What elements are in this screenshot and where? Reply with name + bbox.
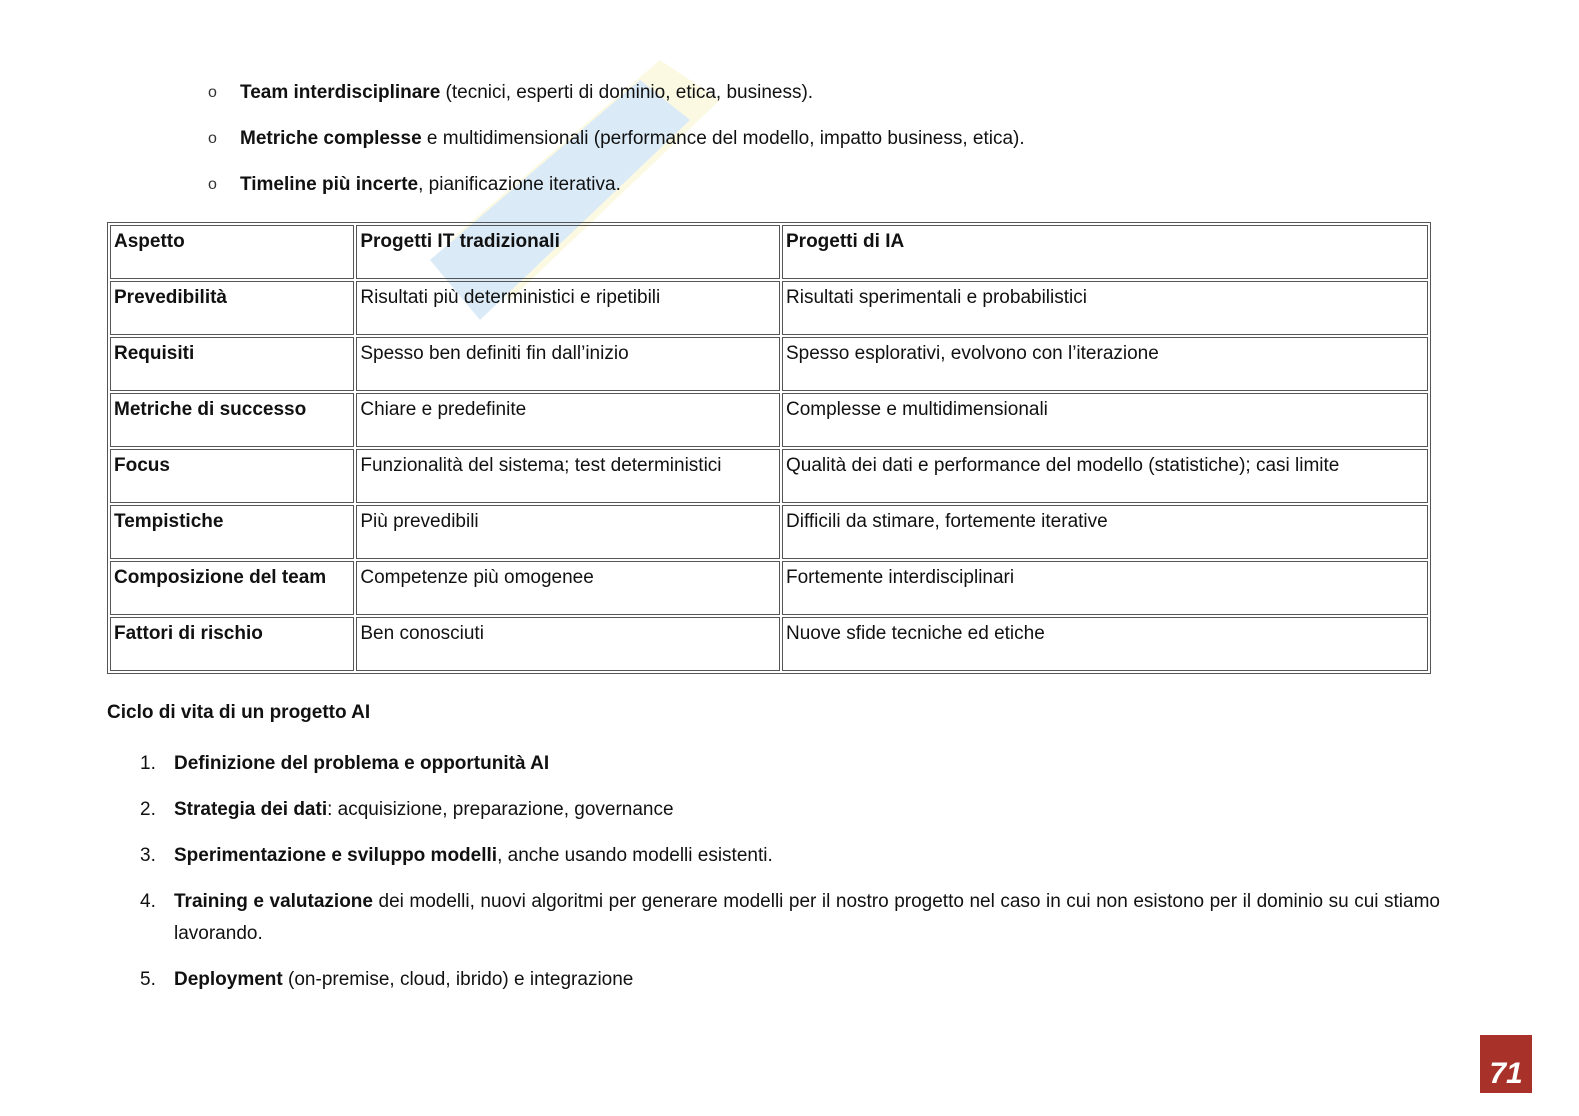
step-text: , anche usando modelli esistenti.: [497, 845, 773, 866]
bullet-item: [208, 126, 1458, 172]
step-number: 3.: [140, 845, 156, 866]
table-row: [110, 617, 1428, 671]
table-cell: Competenze più omogenee: [356, 561, 780, 615]
table-header-row: [110, 225, 1428, 279]
table-cell: Difficili da stimare, fortemente iterative: [782, 505, 1428, 559]
step-bold: Deployment: [174, 969, 283, 990]
step-bold: Sperimentazione e sviluppo modelli: [174, 845, 498, 866]
table-cell: Risultati più deterministici e ripetibili: [356, 281, 780, 335]
bullet-marker: o: [208, 176, 217, 193]
table-cell: Fortemente interdisciplinari: [782, 561, 1428, 615]
bullet-text: (tecnici, esperti di dominio, etica, business).: [440, 82, 814, 103]
table-cell: Qualità dei dati e performance del modello (statistiche); casi limite: [782, 449, 1428, 503]
bullet-marker: o: [208, 84, 217, 101]
list-item: [140, 964, 1440, 996]
step-text: (on-premise, cloud, ibrido) e integrazione: [282, 969, 634, 990]
lifecycle-steps-list: [140, 748, 1440, 1010]
header-cell: Progetti IT tradizionali: [356, 225, 780, 279]
row-label-cell: Requisiti: [110, 337, 354, 391]
table-cell: Spesso ben definiti fin dall’inizio: [356, 337, 780, 391]
header-cell: Progetti di IA: [782, 225, 1428, 279]
table-row: [110, 561, 1428, 615]
table-cell: Più prevedibili: [356, 505, 780, 559]
table-row: [110, 281, 1428, 335]
step-number: 1.: [140, 753, 156, 774]
table-cell: Ben conosciuti: [356, 617, 780, 671]
header-cell: Aspetto: [110, 225, 354, 279]
table-row: [110, 449, 1428, 503]
bullet-bold: Team interdisciplinare: [240, 82, 441, 103]
table-cell: Nuove sfide tecniche ed etiche: [782, 617, 1428, 671]
row-label-cell: Composizione del team: [110, 561, 354, 615]
table-cell: Complesse e multidimensionali: [782, 393, 1428, 447]
list-item: [140, 748, 1440, 780]
row-label-cell: Fattori di rischio: [110, 617, 354, 671]
bullet-text: e multidimensionali (performance del modello, impatto business, etica).: [421, 128, 1025, 149]
step-text: dei modelli, nuovi algoritmi per generare modelli per il nostro progetto nel caso in cui non esistono per il dominio su cui stiamo lavorando.: [174, 891, 1440, 944]
table-cell: Spesso esplorativi, evolvono con l’iterazione: [782, 337, 1428, 391]
step-bold: Definizione del problema e opportunità AI: [174, 753, 550, 774]
table-row: [110, 393, 1428, 447]
bullet-list: [208, 80, 1458, 218]
list-item: [140, 794, 1440, 826]
table-cell: Funzionalità del sistema; test deterministici: [356, 449, 780, 503]
row-label-cell: Metriche di successo: [110, 393, 354, 447]
comparison-table-wrapper: [107, 222, 1431, 674]
step-bold: Training e valutazione: [174, 891, 373, 912]
bullet-text: , pianificazione iterativa.: [418, 174, 621, 195]
bullet-item: [208, 80, 1458, 126]
step-number: 4.: [140, 891, 156, 912]
row-label-cell: Tempistiche: [110, 505, 354, 559]
row-label-cell: Prevedibilità: [110, 281, 354, 335]
bullet-bold: Metriche complesse: [240, 128, 422, 149]
comparison-table: [107, 222, 1431, 674]
row-label-cell: Focus: [110, 449, 354, 503]
bullet-marker: o: [208, 130, 217, 147]
table-row: [110, 337, 1428, 391]
step-number: 5.: [140, 969, 156, 990]
bullet-bold: Timeline più incerte: [240, 174, 419, 195]
list-item: [140, 840, 1440, 872]
bullet-item: [208, 172, 1458, 218]
page-number-badge: 71: [1480, 1035, 1532, 1093]
list-item: [140, 886, 1440, 950]
table-cell: Risultati sperimentali e probabilistici: [782, 281, 1428, 335]
step-text: : acquisizione, preparazione, governance: [327, 799, 674, 820]
step-bold: Strategia dei dati: [174, 799, 328, 820]
step-number: 2.: [140, 799, 156, 820]
section-heading: Ciclo di vita di un progetto AI: [107, 702, 371, 723]
table-row: [110, 505, 1428, 559]
table-cell: Chiare e predefinite: [356, 393, 780, 447]
